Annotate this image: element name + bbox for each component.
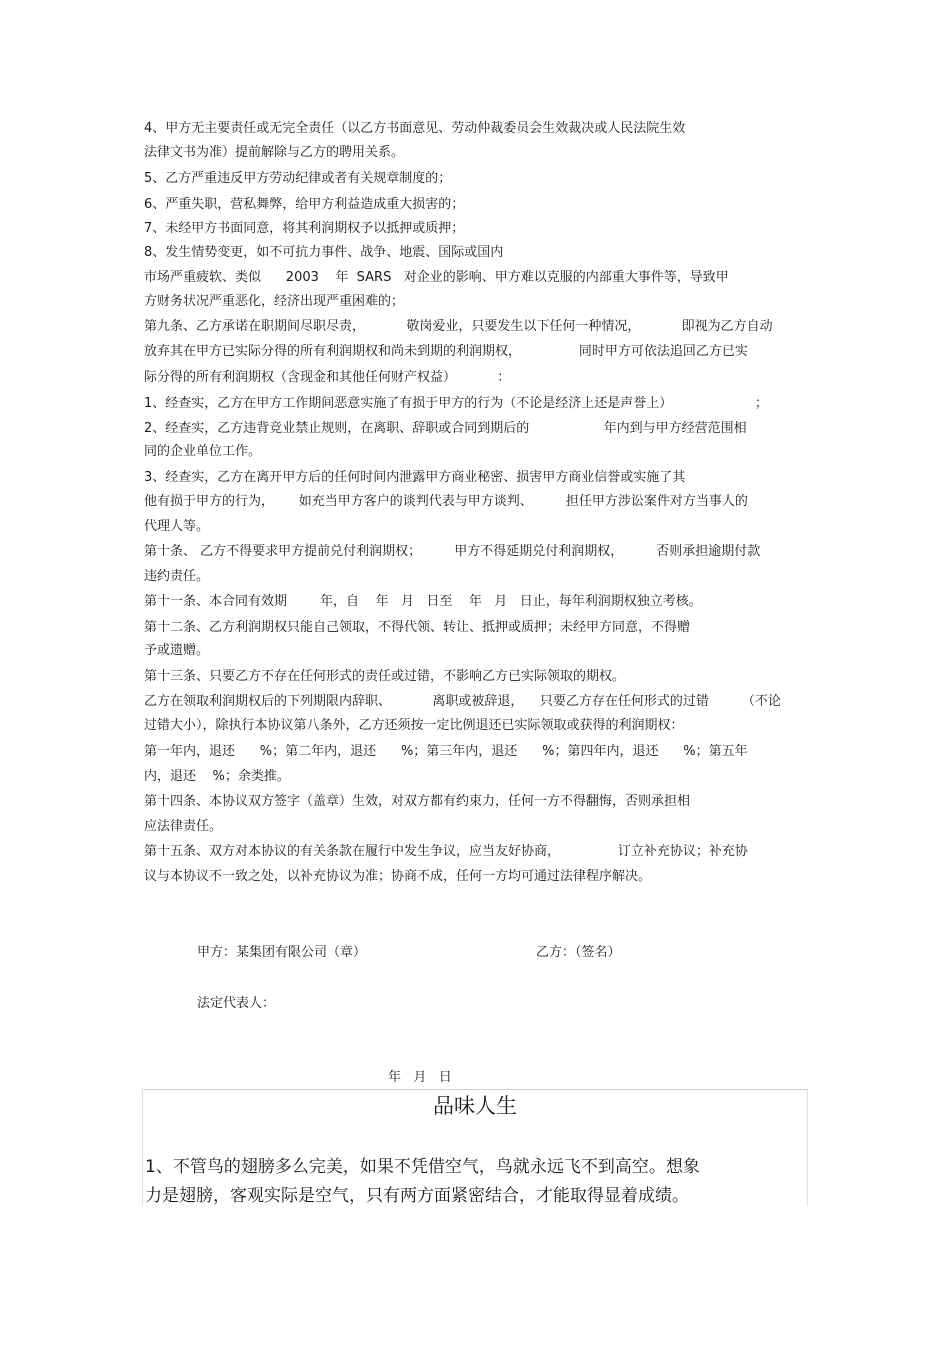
appendix-line: 1、不管鸟的翅膀多么完美，如果不凭借空气，鸟就永远飞不到高空。想象: [145, 1157, 700, 1177]
appendix-title: 品味人生: [433, 1094, 517, 1118]
clause-line: 第一年内，退还 %；第二年内，退还 %；第三年内，退还 %；第四年内，退还 %；第五年: [144, 744, 748, 759]
clause-line: 同的企业单位工作。: [144, 444, 262, 459]
signing-date: 年 月 日: [388, 1070, 452, 1085]
appendix-line: 力是翅膀，客观实际是空气，只有两方面紧密结合，才能取得显着成绩。: [145, 1186, 689, 1206]
party-b-signature: 乙方：（签名）: [536, 945, 621, 960]
clause-line: 代理人等。: [144, 519, 210, 534]
clause-line: 第十一条、本合同有效期 年，自 年 月 日至 年 月 日止，每年利润期权独立考核。: [144, 594, 702, 609]
clause-line: 3、经查实，乙方在离开甲方后的任何时间内泄露甲方商业秘密、损害甲方商业信誉或实施了其: [144, 470, 686, 485]
clause-line: 议与本协议不一致之处，以补充协议为准；协商不成，任何一方均可通过法律程序解决。: [144, 869, 652, 884]
clause-line: 法律文书为准）提前解除与乙方的聘用关系。: [144, 145, 405, 160]
appendix-section: [142, 1089, 808, 1206]
clause-line: 1、经查实，乙方在甲方工作期间恶意实施了有损于甲方的行为（不论是经济上还是声誉上） ；: [144, 396, 768, 411]
legal-representative: 法定代表人：: [197, 996, 276, 1011]
clause-line: 市场严重疲软、类似 2003 年 SARS 对企业的影响、甲方难以克服的内部重大事件等，导致甲: [144, 270, 729, 285]
clause-line: 2、经查实，乙方违背竞业禁止规则，在离职、辞职或合同到期后的 年内到与甲方经营范围相: [144, 421, 747, 436]
clause-line: 放弃其在甲方已实际分得的所有利润期权和尚未到期的利润期权， 同时甲方可依法追回乙方已实: [144, 344, 748, 359]
clause-line: 第十条、 乙方不得要求甲方提前兑付利润期权； 甲方不得延期兑付利润期权， 否则承担逾期付款: [144, 544, 761, 559]
clause-line: 第十四条、本协议双方签字（盖章）生效，对双方都有约束力，任何一方不得翻悔，否则承担相: [144, 794, 691, 809]
clause-line: 第九条、乙方承诺在职期间尽职尽责， 敬岗爱业，只要发生以下任何一种情况， 即视为乙方自动: [144, 319, 773, 334]
clause-line: 内，退还 %；余类推。: [144, 769, 290, 784]
clause-line: 第十五条、双方对本协议的有关条款在履行中发生争议，应当友好协商， 订立补充协议；补充协: [144, 844, 748, 859]
clause-line: 6、严重失职，营私舞弊，给甲方利益造成重大损害的；: [144, 197, 465, 212]
clause-line: 予或遗赠。: [144, 643, 210, 658]
clause-line: 第十二条、乙方利润期权只能自己领取，不得代领、转让、抵押或质押；未经甲方同意，不得赠: [144, 620, 691, 635]
clause-line: 第十三条、只要乙方不存在任何形式的责任或过错，不影响乙方已实际领取的期权。: [144, 669, 626, 684]
clause-line: 5、乙方严重违反甲方劳动纪律或者有关规章制度的；: [144, 171, 452, 186]
clause-line: 应法律责任。: [144, 819, 223, 834]
clause-line: 他有损于甲方的行为， 如充当甲方客户的谈判代表与甲方谈判、 担任甲方涉讼案件对方当事人的: [144, 494, 748, 509]
clause-line: 过错大小），除执行本协议第八条外，乙方还须按一定比例退还已实际领取或获得的利润期权：: [144, 718, 684, 733]
party-a-signature: 甲方：某集团有限公司（章）: [197, 945, 367, 960]
clause-line: 8、发生情势变更，如不可抗力事件、战争、地震、国际或国内: [144, 245, 504, 260]
clause-line: 违约责任。: [144, 569, 210, 584]
clause-line: 方财务状况严重恶化，经济出现严重困难的；: [144, 294, 405, 309]
clause-line: 乙方在领取利润期权后的下列期限内辞职、 离职或被辞退， 只要乙方存在任何形式的过错 （不论: [144, 694, 781, 709]
clause-line: 际分得的所有利润期权（含现金和其他任何财产权益） ：: [144, 370, 511, 385]
clause-line: 4、甲方无主要责任或无完全责任（以乙方书面意见、劳动仲裁委员会生效裁决或人民法院生效: [144, 121, 686, 136]
clause-line: 7、未经甲方书面同意，将其利润期权予以抵押或质押；: [144, 221, 465, 236]
